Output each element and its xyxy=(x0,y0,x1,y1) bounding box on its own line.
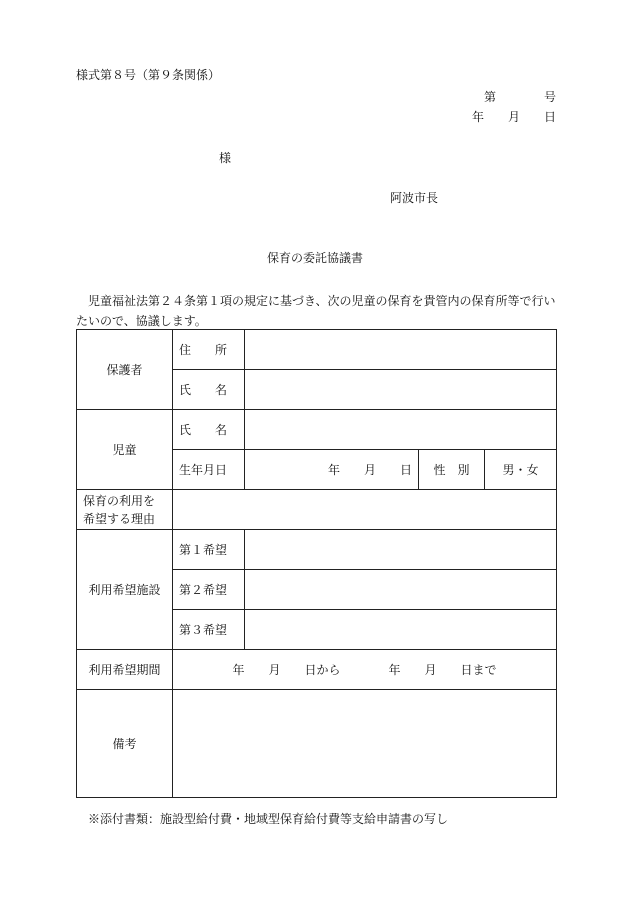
sex-label: 性 別 xyxy=(419,450,485,490)
consultation-form-table xyxy=(76,329,557,798)
sex-field[interactable]: 男・女 xyxy=(485,450,557,490)
document-date: 年 月 日 xyxy=(471,110,556,124)
document-title: 保育の委託協議書 xyxy=(266,251,363,265)
facility-choice-3-label: 第３希望 xyxy=(173,610,245,650)
form-number: 様式第８号（第９条関係） xyxy=(76,68,221,82)
document-number: 第 号 xyxy=(483,90,556,104)
facility-choice-3-field[interactable] xyxy=(245,610,557,650)
birth-date-field[interactable]: 年 月 日 xyxy=(245,450,419,490)
facility-choice-1-label: 第１希望 xyxy=(173,530,245,570)
child-name-row xyxy=(77,410,557,450)
guardian-name-label: 氏 名 xyxy=(173,370,245,410)
body-text: 児童福祉法第２４条第１項の規定に基づき、次の児童の保育を貴管内の保育所等で行いたいので、協議します。 xyxy=(76,294,556,328)
guardian-label: 保護者 xyxy=(77,330,173,410)
facility-choice-1-field[interactable] xyxy=(245,530,557,570)
remarks-label: 備考 xyxy=(77,690,173,798)
facility-label: 利用希望施設 xyxy=(77,530,173,650)
period-field[interactable]: 年 月 日から 年 月 日まで xyxy=(173,650,557,690)
birth-date-label: 生年月日 xyxy=(173,450,245,490)
period-row xyxy=(77,650,557,690)
child-name-field[interactable] xyxy=(245,410,557,450)
remarks-field[interactable] xyxy=(173,690,557,798)
remarks-row xyxy=(77,690,557,798)
sender: 阿波市長 xyxy=(390,191,439,205)
guardian-address-field[interactable] xyxy=(245,330,557,370)
facility-choice-2-field[interactable] xyxy=(245,570,557,610)
addressee: 様 xyxy=(219,151,232,165)
reason-field[interactable] xyxy=(173,490,557,530)
facility-choice-1-row xyxy=(77,530,557,570)
reason-label: 保育の利用を希望する理由 xyxy=(77,490,173,530)
guardian-name-field[interactable] xyxy=(245,370,557,410)
reason-row xyxy=(77,490,557,530)
period-label: 利用希望期間 xyxy=(77,650,173,690)
guardian-address-row xyxy=(77,330,557,370)
attachment-note: ※添付書類：施設型給付費・地域型保育給付費等支給申請書の写し xyxy=(88,812,449,826)
facility-choice-2-label: 第２希望 xyxy=(173,570,245,610)
child-name-label: 氏 名 xyxy=(173,410,245,450)
child-label: 児童 xyxy=(77,410,173,490)
guardian-address-label: 住 所 xyxy=(173,330,245,370)
